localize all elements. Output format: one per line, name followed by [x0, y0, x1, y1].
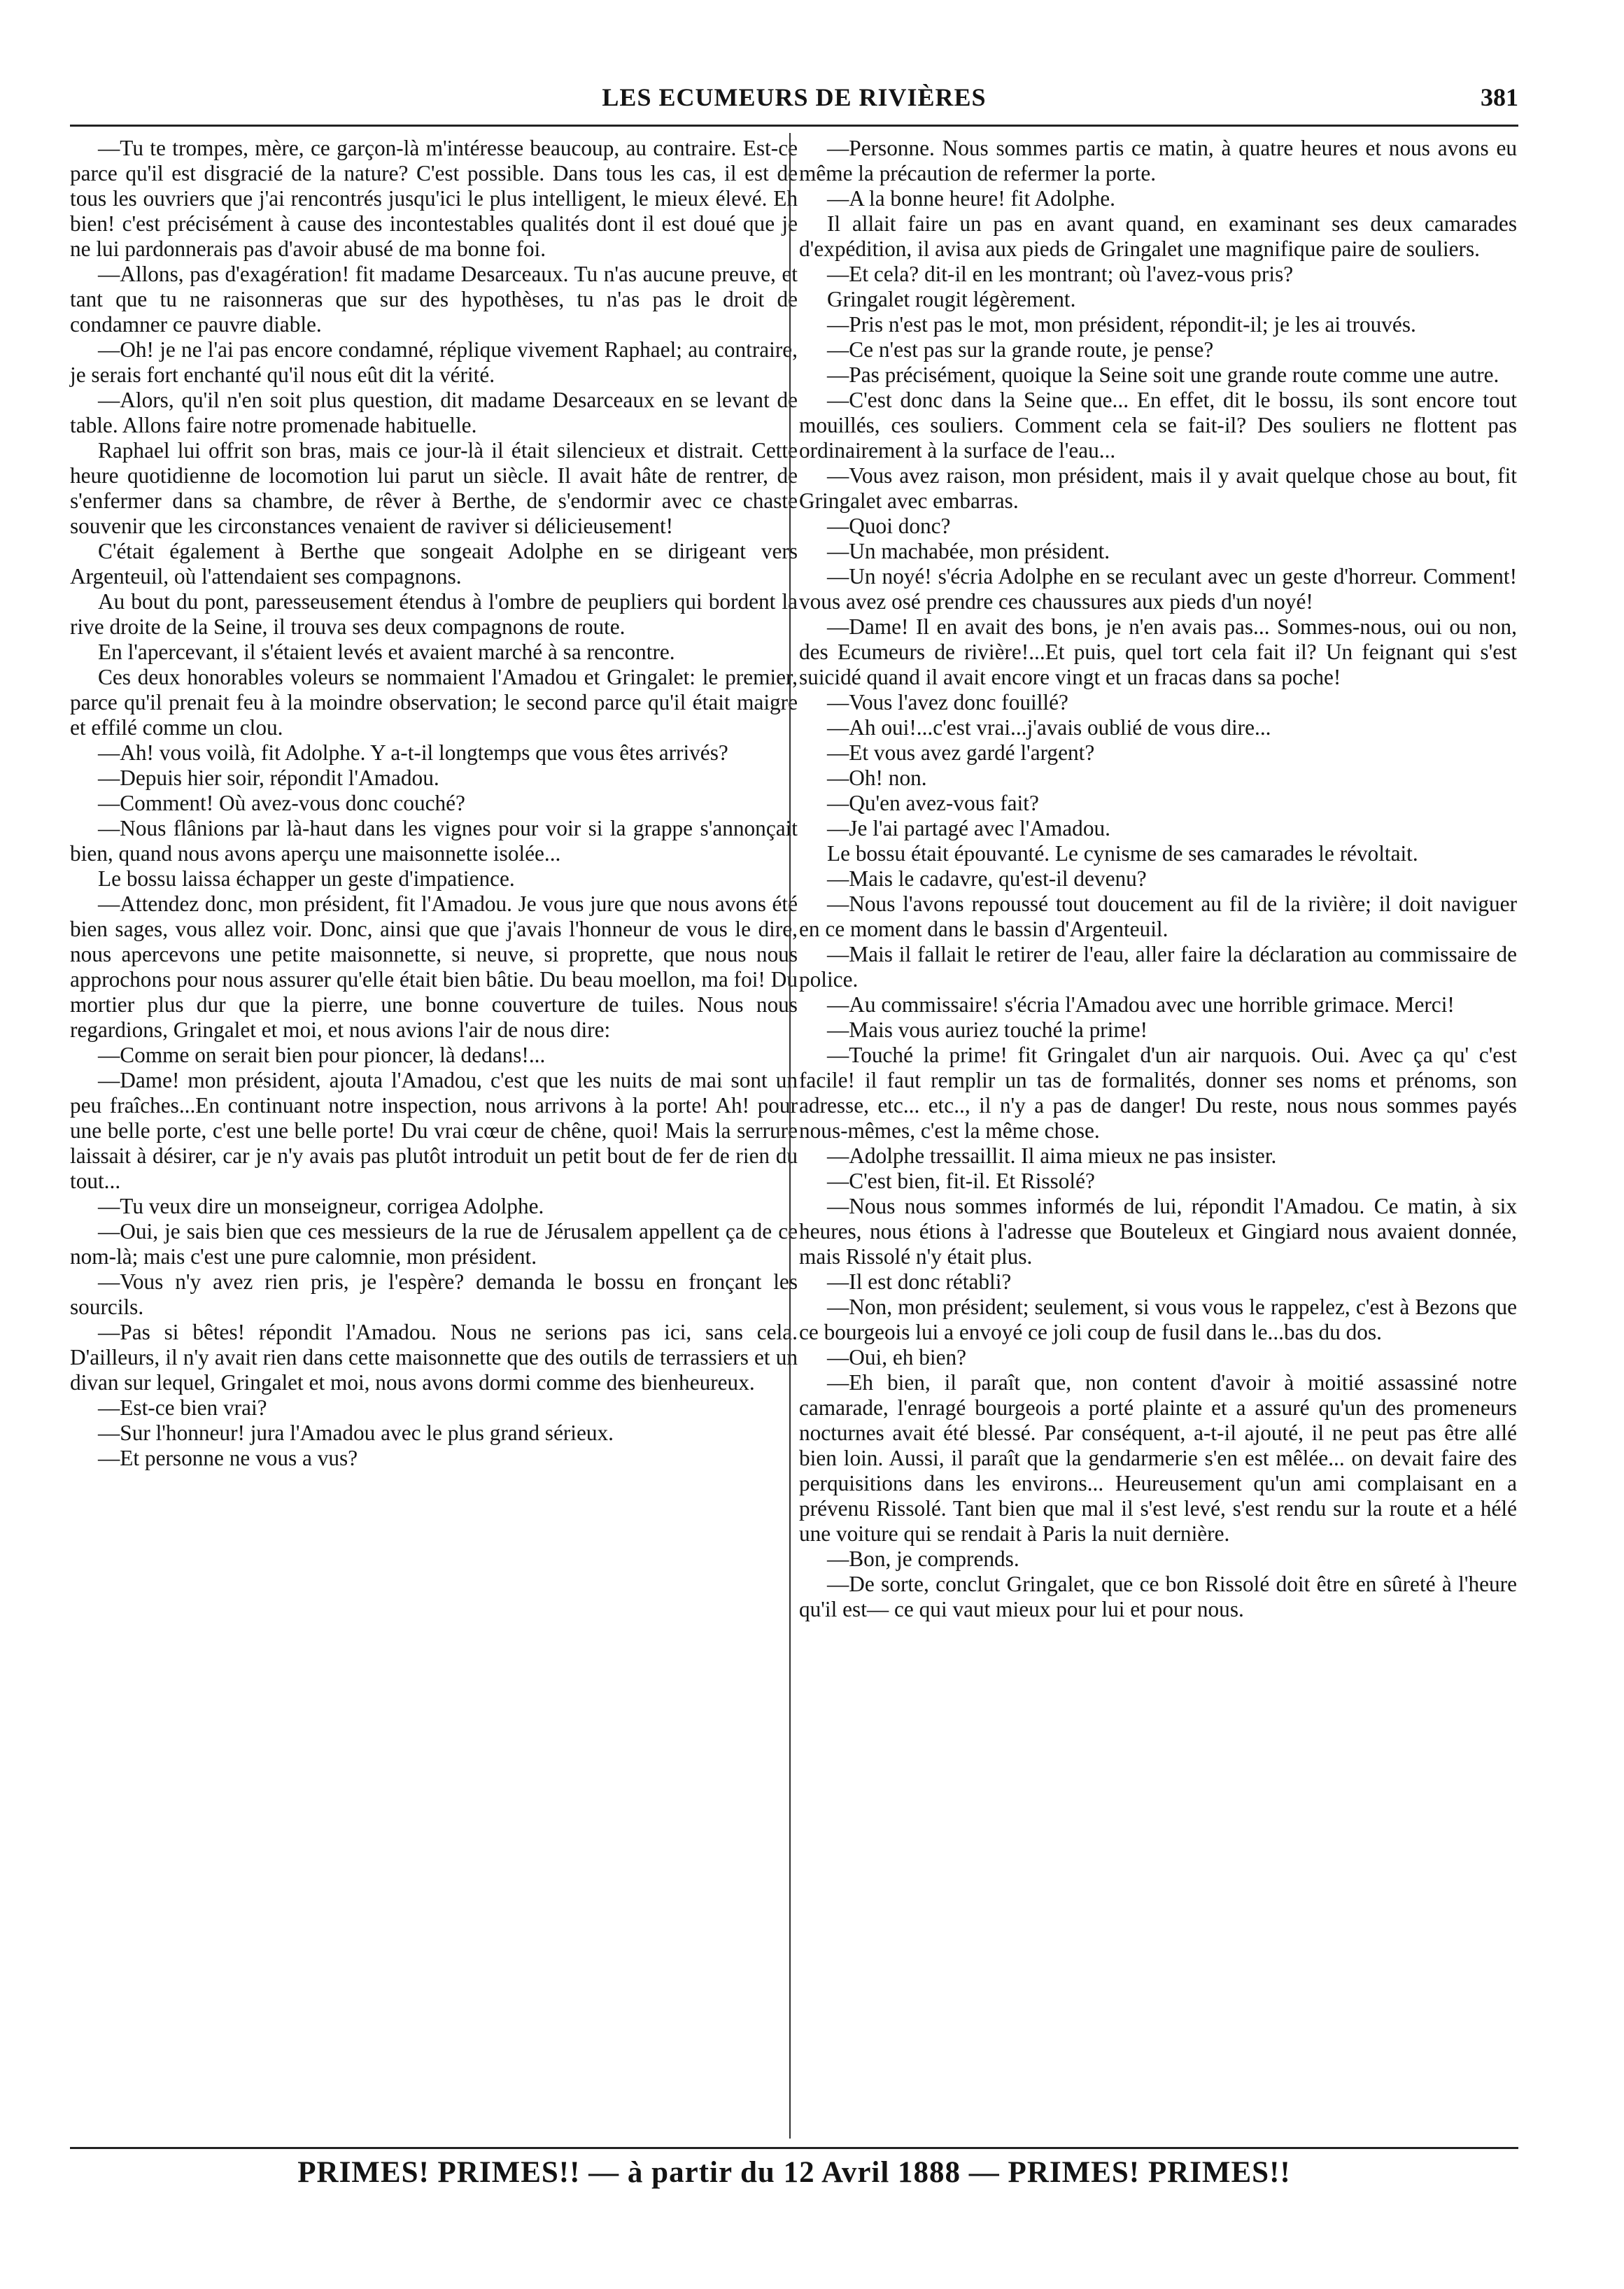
paragraph: En l'apercevant, il s'étaient levés et avaient marché à sa rencontre.	[98, 640, 675, 664]
paragraph: —Oui, eh bien?	[827, 1345, 967, 1369]
paragraph: —Attendez donc, mon président, fit l'Amadou. Je vous jure que nous avons été bien sages, vous allez voir. Donc, ainsi que que j'avais l'honneur de vous le dire, nous apercevons une petite maisonnette, si neuve, si proprette, que nous nous approchons pour nous assurer qu'elle était bien bâtie. Du beau moellon, ma foi! Du mortier plus dur que la pierre, une bonne couverture de tuiles. Nous nous regardions, Gringalet et moi, et nous avions l'air de nous dire:	[70, 892, 798, 1042]
page-header	[70, 83, 1518, 125]
paragraph: —Comme on serait bien pour pioncer, là dedans!...	[98, 1043, 546, 1067]
page-number: 381	[1481, 83, 1518, 111]
paragraph: —Un noyé! s'écria Adolphe en se reculant avec un geste d'horreur. Comment! vous avez osé prendre ces chaussures aux pieds d'un noyé!	[799, 564, 1517, 614]
column-divider	[789, 133, 791, 2139]
paragraph: —Comment! Où avez-vous donc couché?	[98, 791, 465, 815]
left-column	[70, 136, 798, 1471]
paragraph: —Au commissaire! s'écria l'Amadou avec une horrible grimace. Merci!	[827, 992, 1455, 1017]
paragraph: Il allait faire un pas en avant quand, en examinant ses deux camarades d'expédition, il avisa aux pieds de Gringalet une magnifique paire de souliers.	[799, 211, 1517, 261]
paragraph: —Vous n'y avez rien pris, je l'espère? demanda le bossu en fronçant les sourcils.	[70, 1269, 798, 1319]
paragraph: —Oh! non.	[827, 766, 927, 790]
paragraph: —Un machabée, mon président.	[827, 539, 1110, 563]
paragraph: —Depuis hier soir, répondit l'Amadou.	[98, 766, 439, 790]
paragraph: —Personne. Nous sommes partis ce matin, à quatre heures et nous avons eu même la précaution de refermer la porte.	[799, 136, 1517, 185]
paragraph: —Dame! mon président, ajouta l'Amadou, c'est que les nuits de mai sont un peu fraîches...En continuant notre inspection, nous arrivons à la porte! Ah! pour une belle porte, c'est une belle porte! Du vrai cœur de chêne, quoi! Mais la serrure laissait à désirer, car je n'y avais pas plutôt introduit un petit bout de fer de rien du tout...	[70, 1068, 798, 1193]
paragraph: —Oui, je sais bien que ces messieurs de la rue de Jérusalem appellent ça de ce nom-là; mais c'est une pure calomnie, mon président.	[70, 1219, 798, 1269]
paragraph: —Touché la prime! fit Gringalet d'un air narquois. Oui. Avec ça qu' c'est facile! il faut remplir un tas de formalités, donner ses noms et prénoms, son adresse, etc... etc.., il n'y a pas de danger! Du reste, nous nous sommes payés nous-mêmes, c'est la même chose.	[799, 1043, 1517, 1143]
paragraph: —Tu te trompes, mère, ce garçon-là m'intéresse beaucoup, au contraire. Est-ce parce qu'il est disgracié de la nature? C'est possible. Dans tous les cas, il est de tous les ouvriers que j'ai rencontrés jusqu'ici le plus intelligent, le mieux élevé. Eh bien! c'est précisément à cause des incontestables qualités dont il est doué que je ne lui pardonnerais pas d'avoir abusé de ma bonne foi.	[70, 136, 798, 261]
paragraph: —Eh bien, il paraît que, non content d'avoir à moitié assassiné notre camarade, l'enragé bourgeois a porté plainte et a assuré qu'un des promeneurs nocturnes avait été blessé. Par conséquent, a-t-il ajouté, il ne peut pas être allé bien loin. Aussi, il paraît que la gendarmerie s'en est mêlée... on devait faire des perquisitions dans les environs... Heureusement qu'un ami complaisant en a prévenu Rissolé. Tant bien que mal il s'est levé, s'est rendu sur la route et a hélé une voiture qui se rendait à Paris la nuit dernière.	[799, 1370, 1517, 1546]
paragraph: —Adolphe tressaillit. Il aima mieux ne pas insister.	[827, 1143, 1277, 1168]
paragraph: —Vous avez raison, mon président, mais il y avait quelque chose au bout, fit Gringalet avec embarras.	[799, 463, 1517, 513]
paragraph: —Il est donc rétabli?	[827, 1269, 1012, 1294]
paragraph: C'était également à Berthe que songeait Adolphe en se dirigeant vers Argenteuil, où l'attendaient ses compagnons.	[70, 539, 798, 589]
paragraph: —Vous l'avez donc fouillé?	[827, 690, 1068, 714]
paragraph: —Et vous avez gardé l'argent?	[827, 740, 1095, 765]
paragraph: —Mais il fallait le retirer de l'eau, aller faire la déclaration au commissaire de police.	[799, 942, 1517, 992]
right-column	[799, 136, 1517, 1622]
paragraph: —Et personne ne vous a vus?	[98, 1446, 358, 1470]
paragraph: —Alors, qu'il n'en soit plus question, dit madame Desarceaux en se levant de table. Allons faire notre promenade habituelle.	[70, 388, 798, 437]
paragraph: —Quoi donc?	[827, 514, 951, 538]
paragraph: —C'est bien, fit-il. Et Rissolé?	[827, 1169, 1095, 1193]
paragraph: —Sur l'honneur! jura l'Amadou avec le plus grand sérieux.	[98, 1421, 614, 1445]
paragraph: —Oh! je ne l'ai pas encore condamné, réplique vivement Raphael; au contraire, je serais fort enchanté qu'il nous eût dit la vérité.	[70, 337, 798, 387]
paragraph: —De sorte, conclut Gringalet, que ce bon Rissolé doit être en sûreté à l'heure qu'il est— ce qui vaut mieux pour lui et pour nous.	[799, 1572, 1517, 1621]
paragraph: —Ah oui!...c'est vrai...j'avais oublié de vous dire...	[827, 715, 1271, 740]
paragraph: —Mais vous auriez touché la prime!	[827, 1017, 1148, 1042]
paragraph: Le bossu laissa échapper un geste d'impatience.	[98, 866, 515, 891]
paragraph: Le bossu était épouvanté. Le cynisme de ses camarades le révoltait.	[827, 841, 1418, 866]
paragraph: —Nous flânions par là-haut dans les vignes pour voir si la grappe s'annonçait bien, quand nous avons aperçu une maisonnette isolée...	[70, 816, 798, 866]
paragraph: —Ce n'est pas sur la grande route, je pense?	[827, 337, 1214, 362]
paragraph: Ces deux honorables voleurs se nommaient l'Amadou et Gringalet: le premier, parce qu'il prenait feu à la moindre observation; le second parce qu'il était maigre et effilé comme un clou.	[70, 665, 798, 740]
footer-rule	[70, 2147, 1518, 2149]
paragraph: —Mais le cadavre, qu'est-il devenu?	[827, 866, 1147, 891]
paragraph: —Non, mon président; seulement, si vous vous le rappelez, c'est à Bezons que ce bourgeois lui a envoyé ce joli coup de fusil dans le...bas du dos.	[799, 1295, 1517, 1344]
paragraph: —Dame! Il en avait des bons, je n'en avais pas... Sommes-nous, oui ou non, des Ecumeurs de rivière!...Et puis, quel tort cela fait il? Un feignant qui s'est suicidé quand il avait encore vingt et un fracas dans sa poche!	[799, 614, 1517, 689]
paragraph: Gringalet rougit légèrement.	[827, 287, 1076, 311]
paragraph: —Qu'en avez-vous fait?	[827, 791, 1039, 815]
primes-banner: PRIMES! PRIMES!! — à partir du 12 Avril 1888 — PRIMES! PRIMES!!	[297, 2156, 1291, 2189]
header-rule	[70, 125, 1518, 127]
paragraph: —Je l'ai partagé avec l'Amadou.	[827, 816, 1110, 840]
paragraph: —Pas précisément, quoique la Seine soit une grande route comme une autre.	[827, 362, 1499, 387]
paragraph: —Allons, pas d'exagération! fit madame Desarceaux. Tu n'as aucune preuve, et tant que tu ne raisonneras que sur des hypothèses, tu n'as pas le droit de condamner ce pauvre diable.	[70, 262, 798, 337]
paragraph: —C'est donc dans la Seine que... En effet, dit le bossu, ils sont encore tout mouillés, ces souliers. Comment cela se fait-il? Des souliers ne flottent pas ordinairement à la surface de l'eau...	[799, 388, 1517, 463]
paragraph: —Nous l'avons repoussé tout doucement au fil de la rivière; il doit naviguer en ce moment dans le bassin d'Argenteuil.	[799, 892, 1517, 941]
paragraph: —Nous nous sommes informés de lui, répondit l'Amadou. Ce matin, à six heures, nous étions à l'adresse que Bouteleux et Gingiard nous avaient donnée, mais Rissolé n'y était plus.	[799, 1194, 1517, 1269]
running-title: LES ECUMEURS DE RIVIÈRES	[602, 83, 987, 111]
paragraph: Au bout du pont, paresseusement étendus à l'ombre de peupliers qui bordent la rive droite de la Seine, il trouva ses deux compagnons de route.	[70, 589, 798, 639]
paragraph: —Ah! vous voilà, fit Adolphe. Y a-t-il longtemps que vous êtes arrivés?	[98, 740, 728, 765]
paragraph: —Pris n'est pas le mot, mon président, répondit-il; je les ai trouvés.	[827, 312, 1416, 337]
paragraph: —Est-ce bien vrai?	[98, 1395, 267, 1420]
paragraph: —Tu veux dire un monseigneur, corrigea Adolphe.	[98, 1194, 544, 1218]
paragraph: —A la bonne heure! fit Adolphe.	[827, 186, 1115, 211]
paragraph: —Et cela? dit-il en les montrant; où l'avez-vous pris?	[827, 262, 1294, 286]
paragraph: Raphael lui offrit son bras, mais ce jour-là il était silencieux et distrait. Cette heure quotidienne de locomotion lui parut un siècle. Il avait hâte de rentrer, de s'enfermer dans sa chambre, de rêver à Berthe, de s'endormir avec ce chaste souvenir que les circonstances venaient de raviver si délicieusement!	[70, 438, 798, 538]
paragraph: —Pas si bêtes! répondit l'Amadou. Nous ne serions pas ici, sans cela. D'ailleurs, il n'y avait rien dans cette maisonnette que des outils de terrassiers et un divan sur lequel, Gringalet et moi, nous avons dormi comme des bienheureux.	[70, 1320, 798, 1395]
paragraph: —Bon, je comprends.	[827, 1547, 1019, 1571]
